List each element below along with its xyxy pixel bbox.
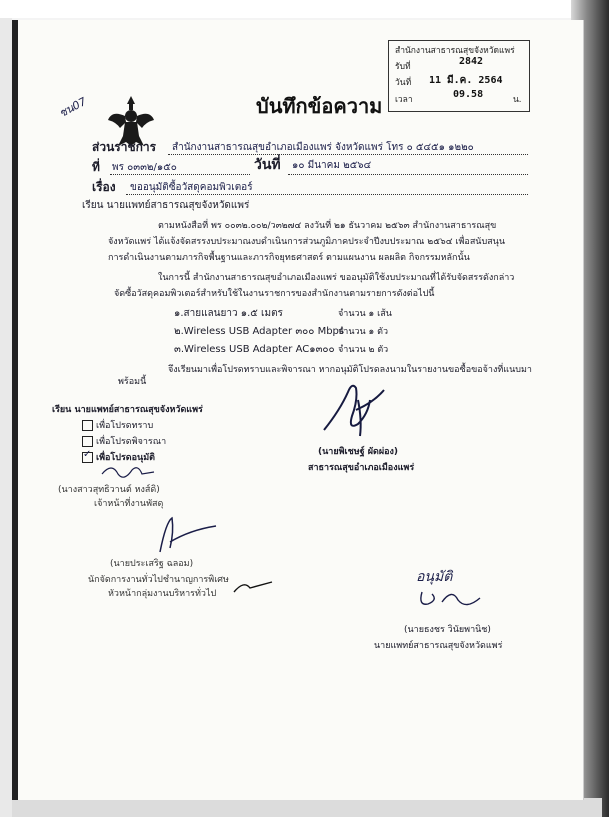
stamp-time-label: เวลา (395, 95, 413, 105)
para2-line1: ในการนี้ สำนักงานสาธารณสุขอำเภอเมืองแพร่ ขออนุมัติใช้งบประมาณที่ได้รับจัดสรรดังกล่าว (158, 273, 515, 283)
para1-line3: การดำเนินงานตามภารกิจพื้นฐานและภารกิจยุทธศาสตร์ ตามแผนงาน ผลผลิต กิจกรรมหลักนั้น (108, 253, 470, 263)
stamp-date-value: 11 มี.ค. 2564 (429, 75, 503, 86)
option-acknowledge-label: เพื่อโปรดทราบ (96, 421, 154, 431)
approver-position: นายแพทย์สาธารณสุขจังหวัดแพร่ (374, 641, 503, 651)
para2-line2: จัดซื้อวัสดุคอมพิวเตอร์สำหรับใช้ในงานราชการของสำนักงานตามรายการดังต่อไปนี้ (114, 289, 435, 299)
stamp-received-label: รับที่ (395, 62, 411, 72)
margin-note: ชน07 (56, 94, 89, 120)
item-1-qty: จำนวน ๑ เส้น (338, 309, 392, 319)
clerk-name: (นางสาวสุทธิวานต์ หงส์ดิ) (58, 485, 160, 495)
ref-label: ที่ (92, 160, 100, 174)
closing-text: จึงเรียนมาเพื่อโปรดทราบและพิจารณา หากอนุมัติโปรดลงนามในรายงานขอซื้อขอจ้างที่แนบมา (168, 365, 532, 375)
agency-label: ส่วนราชการ (92, 140, 157, 154)
item-3-qty: จำนวน ๒ ตัว (338, 345, 389, 355)
scan-left-margin (0, 0, 12, 817)
item-2-qty: จำนวน ๑ ตัว (338, 327, 389, 337)
agency-value: สำนักงานสาธารณสุขอำเภอเมืองแพร่ จังหวัดแพร่ โทร ๐ ๕๔๕๑ ๑๒๒๐ (172, 142, 474, 153)
subject-underline (126, 194, 528, 195)
memo-sheet (12, 20, 583, 800)
agency-underline (168, 154, 528, 155)
signature-provincial-doctor (408, 584, 488, 614)
option-acknowledge[interactable] (82, 418, 153, 432)
option-approve-label: เพื่อโปรดอนุมัติ (96, 453, 155, 463)
date-label: วันที่ (254, 157, 281, 173)
option-consider-label: เพื่อโปรดพิจารณา (96, 437, 167, 447)
subject-label: เรื่อง (92, 180, 116, 194)
stamp-office: สำนักงานสาธารณสุขจังหวัดแพร่ (395, 46, 515, 56)
item-3-name: ๓.Wireless USB Adapter AC๑๓๐๐ (174, 344, 335, 355)
signer2-position-line2: หัวหน้ากลุ่มงานบริหารทั่วไป (108, 589, 217, 599)
stamp-time-value: 09.58 (453, 89, 484, 100)
scan-top-margin (0, 0, 609, 18)
signature-director (318, 370, 388, 442)
date-underline (288, 174, 528, 175)
subject-value: ขออนุมัติซื้อวัสดุคอมพิวเตอร์ (130, 182, 253, 193)
signer2-name: (นายประเสริฐ ฉลอม) (110, 559, 194, 569)
with-this-note: พร้อมนี้ (118, 377, 147, 387)
para1-line1: ตามหนังสือที่ พร ๐๐๓๒.๐๐๒/ว๓๒๗๔ ลงวันที่ ๒๑ ธันวาคม ๒๕๖๓ สำนักงานสาธารณสุข (158, 221, 497, 231)
signer1-position: สาธารณสุขอำเภอเมืองแพร่ (308, 463, 415, 473)
stamp-date-label: วันที่ (395, 78, 412, 88)
initials-mark (232, 576, 276, 596)
option-approve-checkbox[interactable] (82, 452, 93, 463)
ref-underline (110, 174, 250, 175)
item-2-name: ๒.Wireless USB Adapter ๓๐๐ Mbps (174, 326, 345, 337)
approver-name: (นายธงชร วินัยพานิช) (404, 625, 491, 635)
stamp-time-suffix: น. (513, 95, 522, 105)
stamp-received-number: 2842 (459, 56, 484, 67)
memo-title: บันทึกข้อความ (256, 94, 383, 118)
signature-clerk (98, 460, 158, 484)
para1-line2: จังหวัดแพร่ ได้แจ้งจัดสรรงบประมาณงบดำเนินการส่วนภูมิภาคประจำปีงบประมาณ ๒๕๖๔ เพื่อสนับสนุน (108, 237, 505, 247)
ref-value: พร ๐๓๓๒/๑๕๐ (112, 162, 177, 173)
option-acknowledge-checkbox[interactable] (82, 420, 93, 431)
receive-stamp (388, 40, 530, 112)
signature-admin-head (130, 512, 220, 558)
scan-bottom-margin (12, 798, 602, 817)
option-consider[interactable] (82, 434, 166, 448)
salutation: เรียน นายแพทย์สาธารณสุขจังหวัดแพร่ (82, 200, 250, 211)
date-value: ๑๐ มีนาคม ๒๕๖๔ (292, 160, 372, 171)
approval-word: อนุมัติ (416, 569, 453, 585)
signer1-name: (นายพิเชษฐ์ ผัดผ่อง) (318, 447, 399, 457)
routing-to: เรียน นายแพทย์สาธารณสุขจังหวัดแพร่ (52, 405, 203, 415)
option-consider-checkbox[interactable] (82, 436, 93, 447)
clerk-position: เจ้าหน้าที่งานพัสดุ (94, 499, 164, 509)
item-1-name: ๑.สายแลนยาว ๑.๕ เมตร (174, 308, 283, 319)
signer2-position-line1: นักจัดการงานทั่วไปชำนาญการพิเศษ (88, 575, 229, 585)
